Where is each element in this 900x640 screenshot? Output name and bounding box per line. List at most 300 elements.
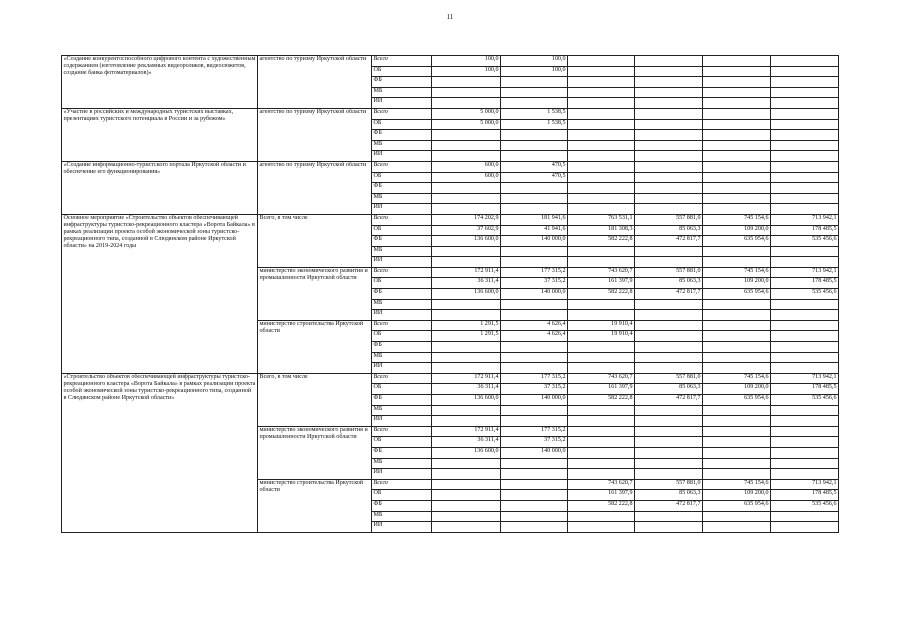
amount-cell <box>501 363 568 374</box>
amount-cell: 36 311,4 <box>432 437 501 448</box>
amount-cell: 172 911,4 <box>432 426 501 437</box>
amount-cell: 36 311,4 <box>432 384 501 395</box>
amount-cell: 109 200,0 <box>703 278 771 289</box>
amount-cell: 472 817,7 <box>635 236 703 247</box>
amount-cell <box>771 119 839 130</box>
amount-cell: 37 315,2 <box>501 278 568 289</box>
amount-cell: 582 222,8 <box>568 395 635 406</box>
amount-cell: 181 308,3 <box>568 225 635 236</box>
funding-source-cell: ИИ <box>372 310 432 321</box>
amount-cell: 85 063,3 <box>635 278 703 289</box>
amount-cell <box>703 108 771 119</box>
funding-table <box>61 55 839 533</box>
amount-cell <box>432 511 501 522</box>
amount-cell <box>635 77 703 88</box>
amount-cell <box>771 246 839 257</box>
table-row <box>62 373 839 384</box>
executor-cell: агентство по туризму Иркутской области <box>258 161 372 214</box>
executor-cell: агентство по туризму Иркутской области <box>258 108 372 161</box>
amount-cell <box>568 416 635 427</box>
amount-cell <box>432 193 501 204</box>
amount-cell: 177 315,2 <box>501 267 568 278</box>
amount-cell <box>703 437 771 448</box>
amount-cell <box>501 257 568 268</box>
amount-cell <box>568 310 635 321</box>
amount-cell <box>501 299 568 310</box>
amount-cell: 743 620,7 <box>568 479 635 490</box>
amount-cell <box>635 469 703 480</box>
amount-cell: 109 200,0 <box>703 225 771 236</box>
amount-cell <box>568 522 635 533</box>
amount-cell <box>771 352 839 363</box>
amount-cell <box>703 511 771 522</box>
activity-name-cell: «Создание информационно-туристского портала Иркутской области и обеспечение его функционирования» <box>62 161 258 214</box>
funding-source-cell: ОБ <box>372 225 432 236</box>
amount-cell <box>635 320 703 331</box>
amount-cell <box>703 98 771 109</box>
amount-cell: 100,0 <box>432 66 501 77</box>
amount-cell <box>568 172 635 183</box>
funding-source-cell: МБ <box>372 511 432 522</box>
table-row <box>62 108 839 119</box>
funding-source-cell: ФБ <box>372 183 432 194</box>
amount-cell <box>568 299 635 310</box>
amount-cell: 745 154,6 <box>703 373 771 384</box>
amount-cell <box>703 161 771 172</box>
amount-cell <box>771 77 839 88</box>
executor-cell: министерство экономического развития и промышленности Иркутской области <box>258 267 372 320</box>
amount-cell <box>501 183 568 194</box>
amount-cell <box>635 130 703 141</box>
funding-source-cell: МБ <box>372 140 432 151</box>
amount-cell: 41 941,6 <box>501 225 568 236</box>
amount-cell <box>771 172 839 183</box>
amount-cell <box>703 246 771 257</box>
amount-cell <box>635 56 703 67</box>
amount-cell: 178 485,5 <box>771 384 839 395</box>
amount-cell: 600,0 <box>432 161 501 172</box>
funding-source-cell: ФБ <box>372 130 432 141</box>
amount-cell <box>432 98 501 109</box>
amount-cell <box>568 426 635 437</box>
amount-cell <box>635 331 703 342</box>
amount-cell <box>432 522 501 533</box>
amount-cell <box>635 363 703 374</box>
amount-cell: 37 315,2 <box>501 384 568 395</box>
amount-cell: 140 000,0 <box>501 447 568 458</box>
amount-cell <box>771 416 839 427</box>
funding-source-cell: Всего <box>372 373 432 384</box>
amount-cell <box>771 151 839 162</box>
amount-cell: 582 222,8 <box>568 236 635 247</box>
funding-source-cell: МБ <box>372 458 432 469</box>
amount-cell <box>568 363 635 374</box>
amount-cell: 85 063,3 <box>635 225 703 236</box>
funding-source-cell: ФБ <box>372 236 432 247</box>
funding-source-cell: МБ <box>372 405 432 416</box>
amount-cell <box>568 405 635 416</box>
amount-cell <box>568 447 635 458</box>
amount-cell <box>771 320 839 331</box>
amount-cell: 713 942,1 <box>771 373 839 384</box>
amount-cell <box>501 204 568 215</box>
amount-cell: 5 000,0 <box>432 108 501 119</box>
funding-source-cell: ИИ <box>372 363 432 374</box>
amount-cell: 557 881,0 <box>635 214 703 225</box>
activity-name-cell: «Строительство объектов обеспечивающей инфраструктуры туристско-рекреационного кластера «Ворота Байкала» в рамках реализации проекта особой экономической зоны туристско-рекреационного типа, созданной в Слюдянском районе Иркутской области» <box>62 373 258 532</box>
amount-cell: 557 881,0 <box>635 479 703 490</box>
amount-cell <box>635 511 703 522</box>
amount-cell <box>703 183 771 194</box>
amount-cell <box>703 87 771 98</box>
amount-cell <box>635 416 703 427</box>
amount-cell <box>432 246 501 257</box>
funding-source-cell: ИИ <box>372 98 432 109</box>
amount-cell: 36 311,4 <box>432 278 501 289</box>
amount-cell <box>501 500 568 511</box>
amount-cell <box>501 140 568 151</box>
amount-cell <box>771 193 839 204</box>
amount-cell <box>501 151 568 162</box>
funding-source-cell: Всего <box>372 161 432 172</box>
amount-cell <box>568 193 635 204</box>
amount-cell: 178 485,5 <box>771 225 839 236</box>
amount-cell <box>635 405 703 416</box>
amount-cell <box>703 405 771 416</box>
amount-cell <box>703 130 771 141</box>
amount-cell <box>635 299 703 310</box>
amount-cell <box>568 352 635 363</box>
amount-cell <box>635 98 703 109</box>
funding-source-cell: ОБ <box>372 490 432 501</box>
amount-cell <box>568 469 635 480</box>
funding-source-cell: Всего <box>372 320 432 331</box>
amount-cell <box>501 77 568 88</box>
funding-source-cell: Всего <box>372 426 432 437</box>
amount-cell <box>432 490 501 501</box>
table-row <box>62 214 839 225</box>
executor-cell: агентство по туризму Иркутской области <box>258 56 372 109</box>
amount-cell: 172 911,4 <box>432 267 501 278</box>
amount-cell <box>568 119 635 130</box>
amount-cell <box>568 257 635 268</box>
funding-source-cell: Всего <box>372 214 432 225</box>
amount-cell <box>432 77 501 88</box>
amount-cell <box>635 151 703 162</box>
amount-cell <box>432 310 501 321</box>
amount-cell <box>703 140 771 151</box>
amount-cell: 470,5 <box>501 161 568 172</box>
amount-cell: 5 000,0 <box>432 119 501 130</box>
amount-cell <box>432 500 501 511</box>
amount-cell <box>501 342 568 353</box>
amount-cell <box>771 299 839 310</box>
amount-cell <box>703 193 771 204</box>
amount-cell <box>432 151 501 162</box>
amount-cell <box>635 426 703 437</box>
amount-cell <box>635 204 703 215</box>
amount-cell: 136 600,0 <box>432 236 501 247</box>
amount-cell: 763 531,1 <box>568 214 635 225</box>
executor-cell: министерство строительства Иркутской области <box>258 479 372 532</box>
amount-cell: 177 315,2 <box>501 373 568 384</box>
amount-cell <box>635 352 703 363</box>
amount-cell <box>703 77 771 88</box>
amount-cell: 745 154,6 <box>703 267 771 278</box>
amount-cell <box>635 161 703 172</box>
amount-cell: 557 881,0 <box>635 373 703 384</box>
amount-cell: 37 315,2 <box>501 437 568 448</box>
amount-cell: 37 602,9 <box>432 225 501 236</box>
funding-source-cell: ФБ <box>372 395 432 406</box>
amount-cell: 136 600,0 <box>432 447 501 458</box>
amount-cell <box>771 87 839 98</box>
amount-cell: 140 000,0 <box>501 289 568 300</box>
table-row <box>62 161 839 172</box>
funding-source-cell: МБ <box>372 299 432 310</box>
funding-source-cell: МБ <box>372 193 432 204</box>
amount-cell: 635 954,6 <box>703 395 771 406</box>
amount-cell: 745 154,6 <box>703 214 771 225</box>
amount-cell <box>568 183 635 194</box>
amount-cell <box>568 437 635 448</box>
amount-cell <box>501 98 568 109</box>
activity-name-cell: Основное мероприятие «Строительство объектов обеспечивающей инфраструктуры туристско-рекреационного кластера «Ворота Байкала» в рамках реализации проекта особой экономической зоны туристско-рекреационного типа, созданной в Слюдянском районе Иркутской области» на 2019-2024 годы <box>62 214 258 373</box>
amount-cell <box>568 140 635 151</box>
amount-cell: 178 485,5 <box>771 278 839 289</box>
amount-cell <box>771 130 839 141</box>
executor-cell: министерство строительства Иркутской области <box>258 320 372 373</box>
funding-source-cell: ИИ <box>372 204 432 215</box>
amount-cell: 178 485,5 <box>771 490 839 501</box>
amount-cell <box>703 426 771 437</box>
amount-cell <box>568 161 635 172</box>
funding-source-cell: ОБ <box>372 331 432 342</box>
amount-cell <box>703 172 771 183</box>
amount-cell: 109 200,0 <box>703 384 771 395</box>
amount-cell <box>635 342 703 353</box>
amount-cell <box>635 447 703 458</box>
amount-cell <box>635 458 703 469</box>
funding-source-cell: Всего <box>372 56 432 67</box>
amount-cell <box>432 140 501 151</box>
amount-cell <box>432 405 501 416</box>
funding-source-cell: ОБ <box>372 66 432 77</box>
amount-cell <box>568 511 635 522</box>
amount-cell: 100,0 <box>501 66 568 77</box>
funding-source-cell: ОБ <box>372 172 432 183</box>
funding-source-cell: ФБ <box>372 77 432 88</box>
amount-cell <box>703 257 771 268</box>
amount-cell <box>635 140 703 151</box>
amount-cell <box>771 331 839 342</box>
amount-cell <box>635 66 703 77</box>
funding-source-cell: ИИ <box>372 522 432 533</box>
amount-cell <box>432 130 501 141</box>
amount-cell <box>703 310 771 321</box>
amount-cell <box>635 437 703 448</box>
amount-cell: 472 817,7 <box>635 395 703 406</box>
amount-cell <box>771 426 839 437</box>
funding-source-cell: ФБ <box>372 289 432 300</box>
amount-cell <box>635 108 703 119</box>
amount-cell <box>568 87 635 98</box>
amount-cell <box>703 66 771 77</box>
funding-source-cell: МБ <box>372 246 432 257</box>
amount-cell <box>501 246 568 257</box>
amount-cell <box>771 98 839 109</box>
amount-cell <box>771 363 839 374</box>
amount-cell <box>432 204 501 215</box>
amount-cell: 140 000,0 <box>501 395 568 406</box>
amount-cell <box>501 130 568 141</box>
amount-cell <box>501 469 568 480</box>
amount-cell <box>568 246 635 257</box>
amount-cell <box>703 342 771 353</box>
amount-cell: 181 941,6 <box>501 214 568 225</box>
amount-cell: 161 397,9 <box>568 384 635 395</box>
amount-cell: 172 911,4 <box>432 373 501 384</box>
executor-cell: министерство экономического развития и промышленности Иркутской области <box>258 426 372 479</box>
amount-cell <box>703 447 771 458</box>
funding-source-cell: Всего <box>372 479 432 490</box>
amount-cell: 109 200,0 <box>703 490 771 501</box>
amount-cell <box>771 522 839 533</box>
activity-name-cell: «Участие в российских и международных туристских выставках, презентациях туристского потенциала в России и за рубежом» <box>62 108 258 161</box>
amount-cell <box>568 130 635 141</box>
amount-cell <box>771 342 839 353</box>
amount-cell: 582 222,8 <box>568 289 635 300</box>
executor-cell: Всего, в том числе <box>258 373 372 426</box>
amount-cell <box>703 119 771 130</box>
amount-cell: 174 202,9 <box>432 214 501 225</box>
amount-cell <box>432 352 501 363</box>
amount-cell <box>703 299 771 310</box>
amount-cell <box>635 193 703 204</box>
amount-cell: 713 942,1 <box>771 214 839 225</box>
amount-cell: 713 942,1 <box>771 267 839 278</box>
funding-source-cell: ФБ <box>372 500 432 511</box>
amount-cell <box>432 458 501 469</box>
amount-cell <box>771 257 839 268</box>
amount-cell: 1 538,5 <box>501 119 568 130</box>
amount-cell: 743 620,7 <box>568 267 635 278</box>
page-number: 11 <box>446 13 454 21</box>
amount-cell <box>501 193 568 204</box>
amount-cell: 161 397,9 <box>568 278 635 289</box>
funding-source-cell: ОБ <box>372 384 432 395</box>
amount-cell: 140 000,0 <box>501 236 568 247</box>
amount-cell: 535 456,6 <box>771 395 839 406</box>
amount-cell: 535 456,6 <box>771 289 839 300</box>
executor-cell: Всего, в том числе <box>258 214 372 267</box>
amount-cell <box>635 246 703 257</box>
amount-cell <box>771 66 839 77</box>
amount-cell <box>568 56 635 67</box>
amount-cell <box>568 77 635 88</box>
amount-cell <box>771 140 839 151</box>
amount-cell <box>568 204 635 215</box>
amount-cell <box>432 183 501 194</box>
amount-cell <box>771 56 839 67</box>
amount-cell: 743 620,7 <box>568 373 635 384</box>
amount-cell: 1 291,5 <box>432 320 501 331</box>
amount-cell <box>432 479 501 490</box>
amount-cell <box>568 458 635 469</box>
amount-cell: 85 063,3 <box>635 384 703 395</box>
amount-cell: 100,0 <box>501 56 568 67</box>
amount-cell <box>703 56 771 67</box>
amount-cell <box>432 257 501 268</box>
amount-cell <box>568 66 635 77</box>
amount-cell <box>703 469 771 480</box>
amount-cell: 470,5 <box>501 172 568 183</box>
funding-source-cell: ОБ <box>372 437 432 448</box>
amount-cell: 1 538,5 <box>501 108 568 119</box>
funding-source-cell: Всего <box>372 108 432 119</box>
activity-name-cell: «Создание конкурентоспособного цифрового контента с художественным содержанием (изготовление рекламных видеороликов, видеосюжетов, создание банка фотоматериалов)» <box>62 56 258 109</box>
funding-source-cell: ИИ <box>372 151 432 162</box>
amount-cell <box>501 522 568 533</box>
amount-cell <box>771 161 839 172</box>
amount-cell <box>635 87 703 98</box>
amount-cell <box>703 151 771 162</box>
amount-cell: 136 600,0 <box>432 395 501 406</box>
amount-cell: 100,0 <box>432 56 501 67</box>
funding-source-cell: ОБ <box>372 119 432 130</box>
amount-cell: 19 910,4 <box>568 331 635 342</box>
amount-cell <box>703 352 771 363</box>
amount-cell: 635 954,6 <box>703 236 771 247</box>
funding-source-cell: ОБ <box>372 278 432 289</box>
amount-cell <box>432 416 501 427</box>
amount-cell <box>432 469 501 480</box>
funding-source-cell: МБ <box>372 87 432 98</box>
amount-cell <box>635 183 703 194</box>
amount-cell <box>501 416 568 427</box>
amount-cell: 582 222,8 <box>568 500 635 511</box>
amount-cell <box>703 204 771 215</box>
amount-cell: 4 626,4 <box>501 320 568 331</box>
funding-source-cell: ИИ <box>372 469 432 480</box>
amount-cell <box>771 511 839 522</box>
amount-cell <box>771 469 839 480</box>
amount-cell <box>501 87 568 98</box>
amount-cell <box>501 458 568 469</box>
amount-cell <box>432 87 501 98</box>
amount-cell <box>568 342 635 353</box>
amount-cell <box>703 522 771 533</box>
amount-cell <box>703 331 771 342</box>
amount-cell: 535 456,6 <box>771 236 839 247</box>
amount-cell: 535 456,6 <box>771 500 839 511</box>
amount-cell: 136 600,0 <box>432 289 501 300</box>
amount-cell <box>703 320 771 331</box>
amount-cell <box>703 458 771 469</box>
amount-cell <box>771 204 839 215</box>
amount-cell <box>501 511 568 522</box>
amount-cell: 635 954,6 <box>703 289 771 300</box>
amount-cell <box>501 352 568 363</box>
amount-cell <box>771 405 839 416</box>
amount-cell: 600,0 <box>432 172 501 183</box>
amount-cell <box>501 405 568 416</box>
amount-cell: 557 881,0 <box>635 267 703 278</box>
amount-cell <box>635 172 703 183</box>
amount-cell <box>501 310 568 321</box>
amount-cell: 713 942,1 <box>771 479 839 490</box>
amount-cell <box>432 363 501 374</box>
